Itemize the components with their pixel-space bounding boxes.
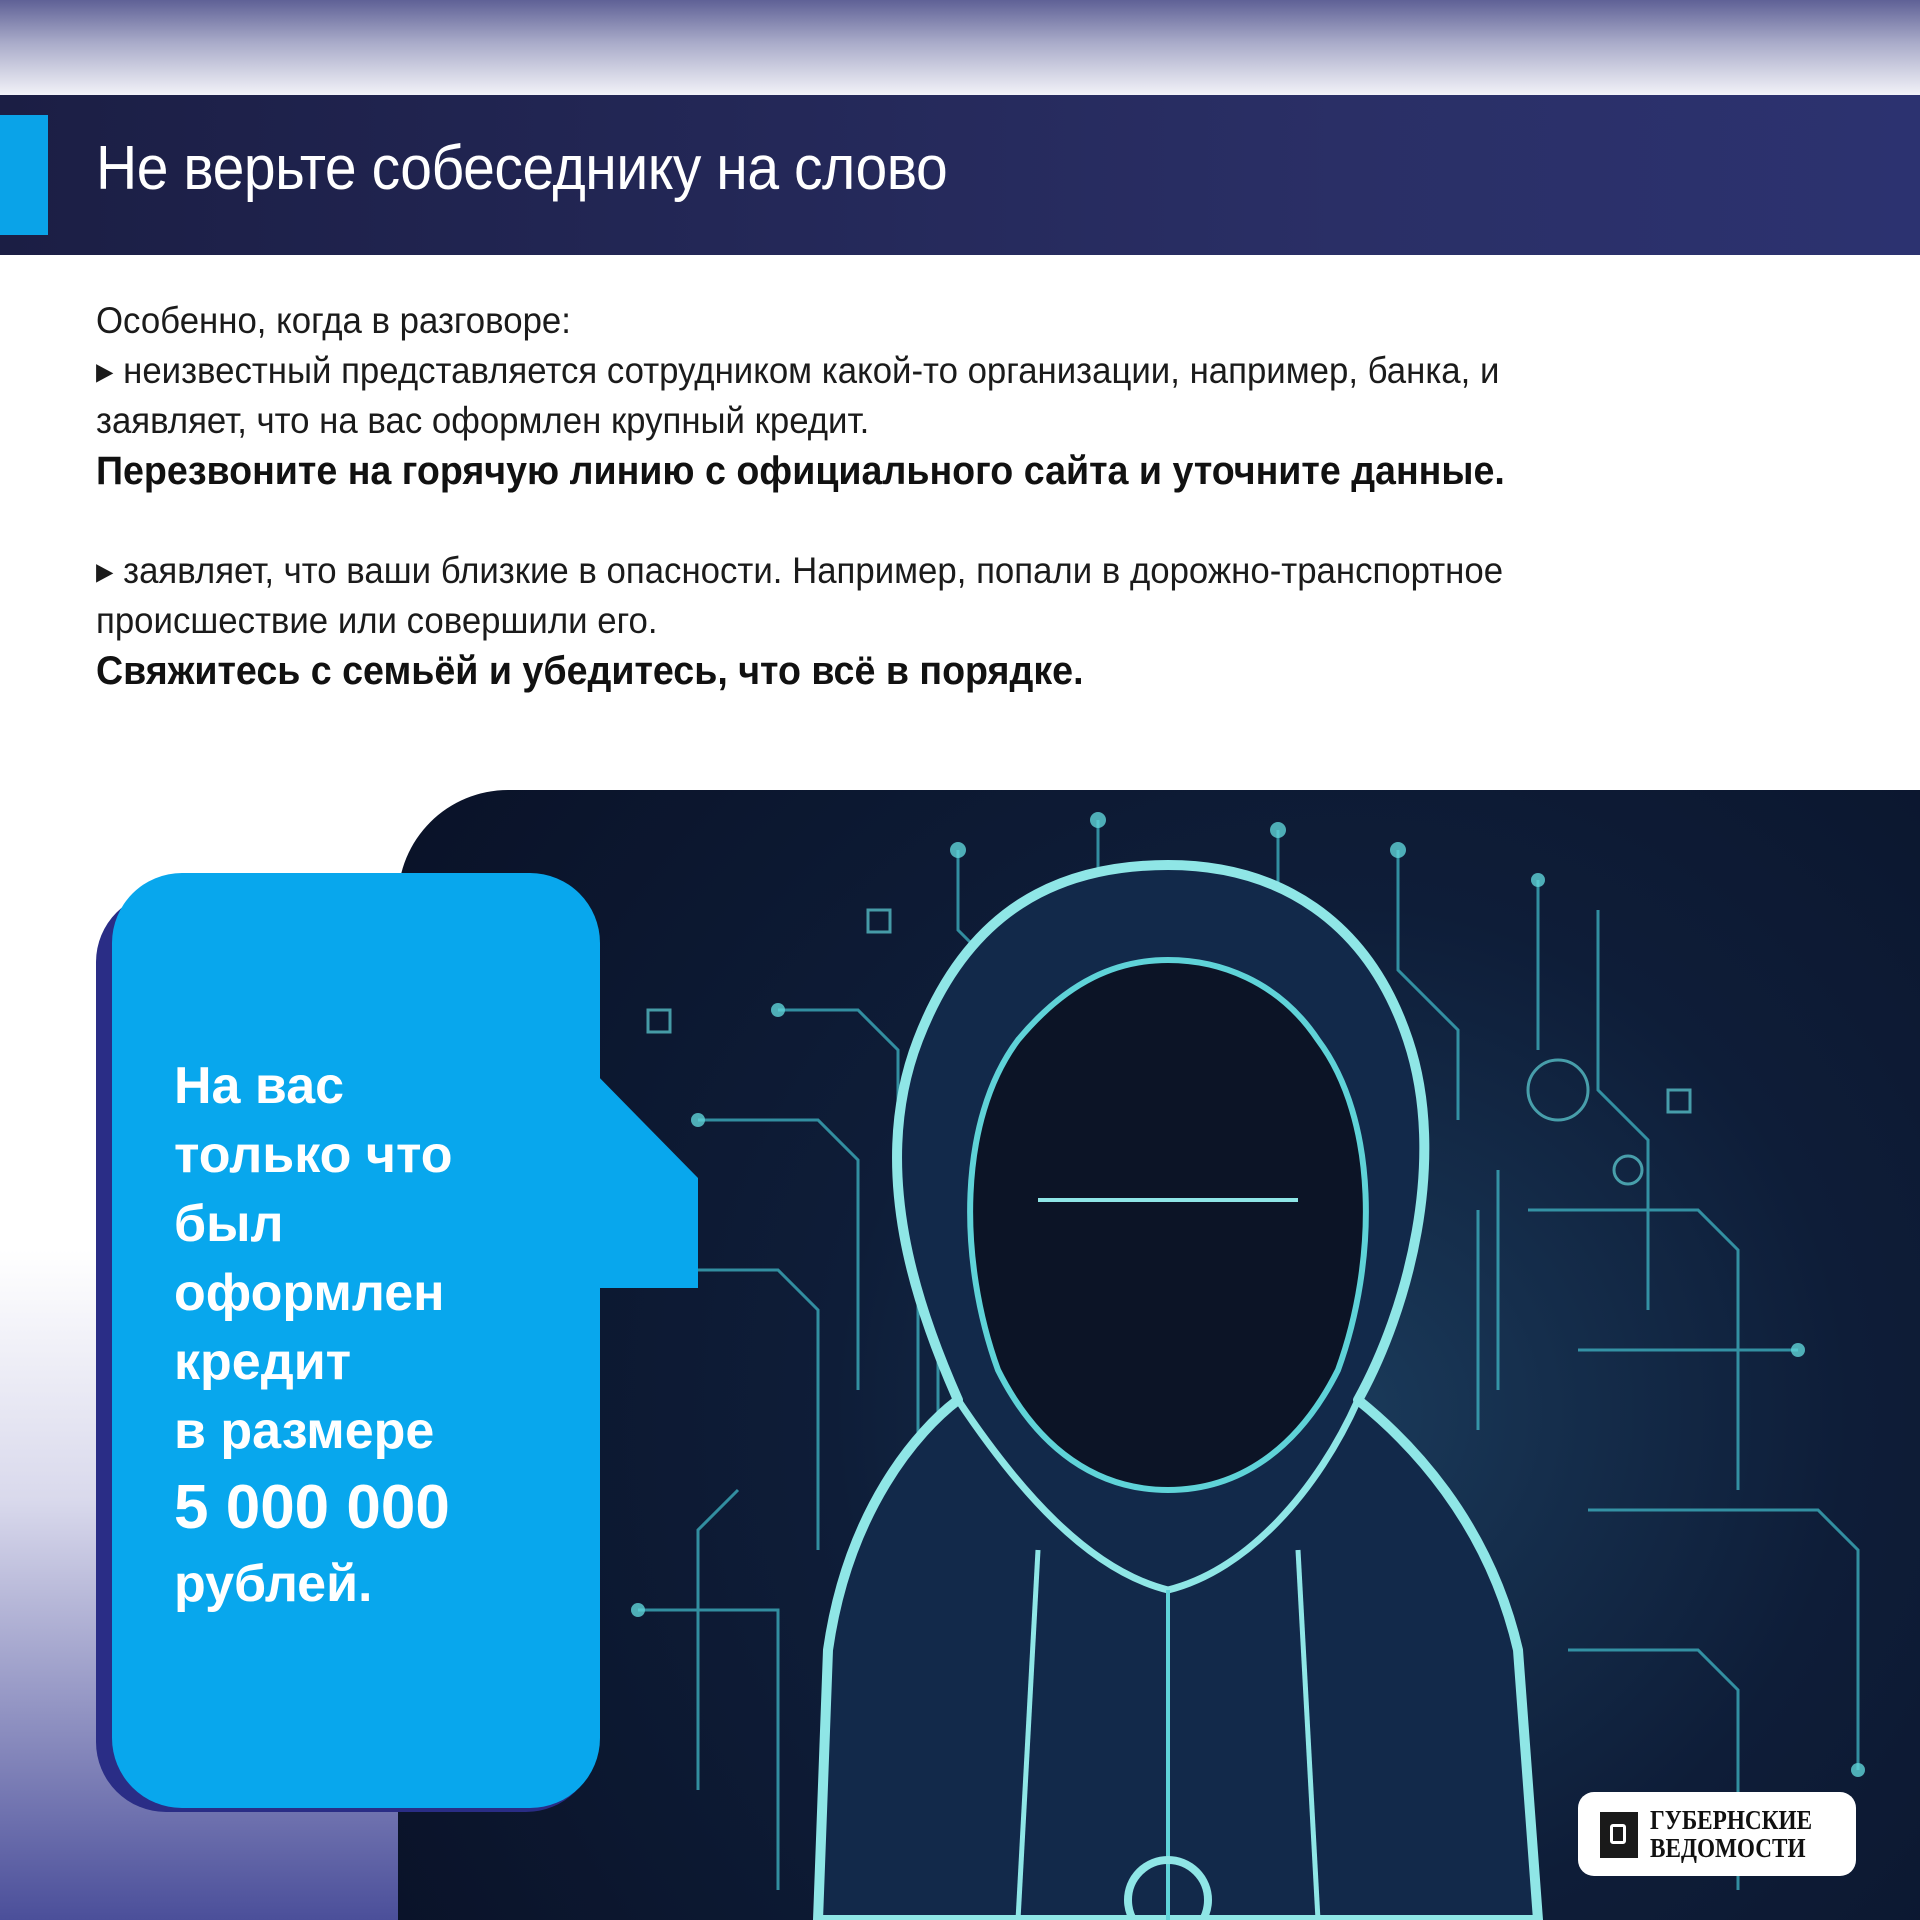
bubble-amount: 5 000 000: [174, 1473, 450, 1542]
advice-call-hotline: Перезвоните на горячую линию с официального сайта и уточните данные.: [96, 449, 1505, 493]
speech-bubble-text: [174, 1052, 574, 1619]
bubble-currency: рублей.: [174, 1555, 373, 1613]
bubble-line: только что: [174, 1126, 453, 1184]
top-gradient-strip: [0, 0, 1920, 95]
hooded-hacker-icon: [398, 790, 1920, 1920]
newspaper-logo-icon: [1600, 1812, 1638, 1858]
case-bank-credit: ▸ неизвестный представляется сотрудником какой-то организации, например, банка, и заявляет, что на вас оформлен крупный кредит.: [96, 350, 1500, 441]
logo-line-2: ВЕДОМОСТИ: [1650, 1833, 1806, 1863]
case-relatives-danger: ▸ заявляет, что ваши близкие в опасности. Например, попали в дорожно-транспортное происшествие или совершили его.: [96, 550, 1504, 641]
bubble-line: был: [174, 1195, 284, 1253]
bubble-line: в размере: [174, 1402, 435, 1460]
gubernskie-vedomosti-logo: [1578, 1792, 1856, 1876]
logo-line-1: ГУБЕРНСКИЕ: [1650, 1805, 1813, 1835]
title-accent-bar: [0, 115, 48, 235]
bubble-line: оформлен: [174, 1264, 445, 1322]
hooded-hacker-illustration: [398, 790, 1920, 1920]
advice-contact-family: Свяжитесь с семьёй и убедитесь, что всё в порядке.: [96, 649, 1084, 693]
body-text: [96, 296, 1619, 696]
bubble-line: кредит: [174, 1333, 352, 1391]
intro-lead: Особенно, когда в разговоре:: [96, 300, 571, 341]
page-title: Не верьте собеседнику на слово: [96, 134, 948, 203]
bubble-line: На вас: [174, 1057, 345, 1115]
speech-bubble-tail: [590, 1068, 698, 1288]
title-bar: [0, 95, 1920, 255]
